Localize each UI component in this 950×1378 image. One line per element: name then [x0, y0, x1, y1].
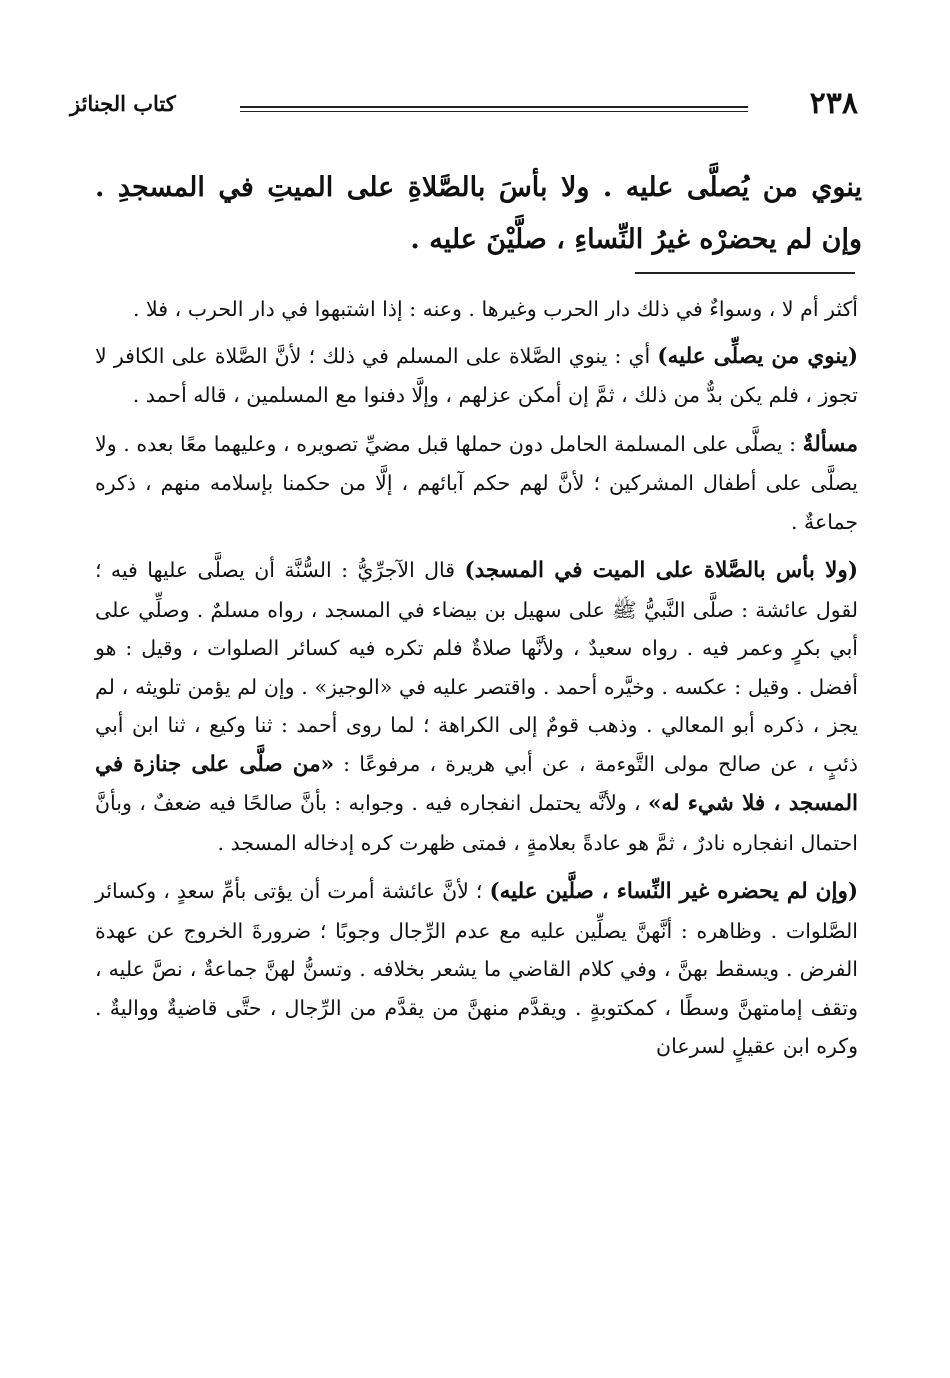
issue-heading: مسألةٌ: [802, 431, 858, 457]
paragraph-text: ؛ لأنَّ عائشة أمرت أن يؤتى بأمِّ سعدٍ ، وكسائر الصَّلوات . وظاهره : أنَّهنَّ يصلِّين عليه مع عدم الرِّجال وجوبًا ؛ ضرورةَ الخروج عن عهدة الفرض . ويسقط بهنَّ ، وفي كلام القاضي ما يشعر بخلافه . وتسنُّ لهنَّ جماعةٌ ، نصَّ عليه ، وتقف إمامتهنَّ وسطًا ، كمكتوبةٍ . ويقدَّم منهنَّ من يقدَّم من الرِّجال ، حتَّى قاضيةٌ وواليةٌ . وكره ابن عقيلٍ لسرعان: [95, 879, 858, 1058]
commentary-paragraph-5: [95, 872, 858, 1066]
commentary-paragraph-2: [95, 337, 858, 415]
quoted-phrase: (ولا بأس بالصَّلاة على الميت في المسجد): [464, 558, 858, 583]
footnote-divider: [635, 272, 855, 274]
paragraph-text: ، ولأنَّه يحتمل انفجاره فيه . وجوابه : بأنَّ صالحًا فيه ضعفٌ ، وبأنَّ احتمال انفجاره نادرٌ ، ثمَّ هو عادةً بعلامةٍ ، فمتى ظهرت كره إدخاله المسجد .: [95, 791, 858, 855]
header-rule-thin: [240, 111, 748, 112]
page-number: ٢٣٨: [809, 86, 858, 121]
quoted-phrase: (وإن لم يحضره غير النِّساء ، صلَّين عليه): [489, 879, 858, 904]
commentary-paragraph-3: [95, 425, 858, 542]
page-header: [70, 84, 858, 130]
paragraph-text: : يصلَّى على المسلمة الحامل دون حملها قبل مضيِّ تصويره ، وعليهما معًا بعده . ولا يصلَّى على أطفال المشركين ؛ لأنَّ لهم حكم آبائهم ، إلَّا من حكمنا بإسلامه منهم ، ذكره جماعةٌ .: [95, 431, 858, 534]
main-text: ينوي من يُصلَّى عليه . ولا بأسَ بالصَّلاةِ على الميتِ في المسجدِ . وإن لم يحضرْه غيرُ النِّساءِ ، صلَّيْنَ عليه .: [95, 172, 862, 255]
paragraph-text: أي : ينوي الصَّلاة على المسلم في ذلك ؛ لأنَّ الصَّلاة على الكافر لا تجوز ، فلم يكن بدٌّ من ذلك ، ثمَّ إن أمكن عزلهم ، وإلَّا دفنوا مع المسلمين ، قاله أحمد .: [95, 343, 858, 407]
hadith-text: «من صلَّى على جنازة في المسجد ، فلا شيء له»: [95, 751, 858, 816]
commentary: [95, 290, 858, 1076]
commentary-paragraph-1: أكثر أم لا ، وسواءٌ في ذلك دار الحرب وغيرها . وعنه : إذا اشتبهوا في دار الحرب ، فلا .: [133, 297, 858, 321]
commentary-paragraph-4: [95, 551, 858, 862]
header-rule: [240, 106, 748, 108]
book-title: كتاب الجنائز: [70, 91, 176, 116]
paragraph-text: قال الآجرِّيُّ : السُّنَّة أن يصلَّى عليها فيه ؛ لقول عائشة : صلَّى النَّبيُّ ﷺ على سهيل بن بيضاء في المسجد ، رواه مسلمٌ . وصلِّي على أبي بكرٍ وعمر فيه . رواه سعيدٌ ، ولأنَّها صلاةٌ فلم تكره فيه كسائر الصلوات ، وقيل : هو أفضل . وقيل : عكسه . وخيَّره أحمد . واقتصر عليه في «الوجيز» . وإن لم يؤمن تلويثه ، لم يجز ، ذكره أبو المعالي . وذهب قومٌ إلى الكراهة ؛ لما روى أحمد : ثنا وكيع ، ثنا ابن أبي ذئبٍ ، عن صالح مولى التَّوءمة ، عن أبي هريرة ، مرفوعًا :: [95, 558, 858, 776]
quoted-phrase: (ينوي من يصلِّى عليه): [657, 343, 859, 369]
